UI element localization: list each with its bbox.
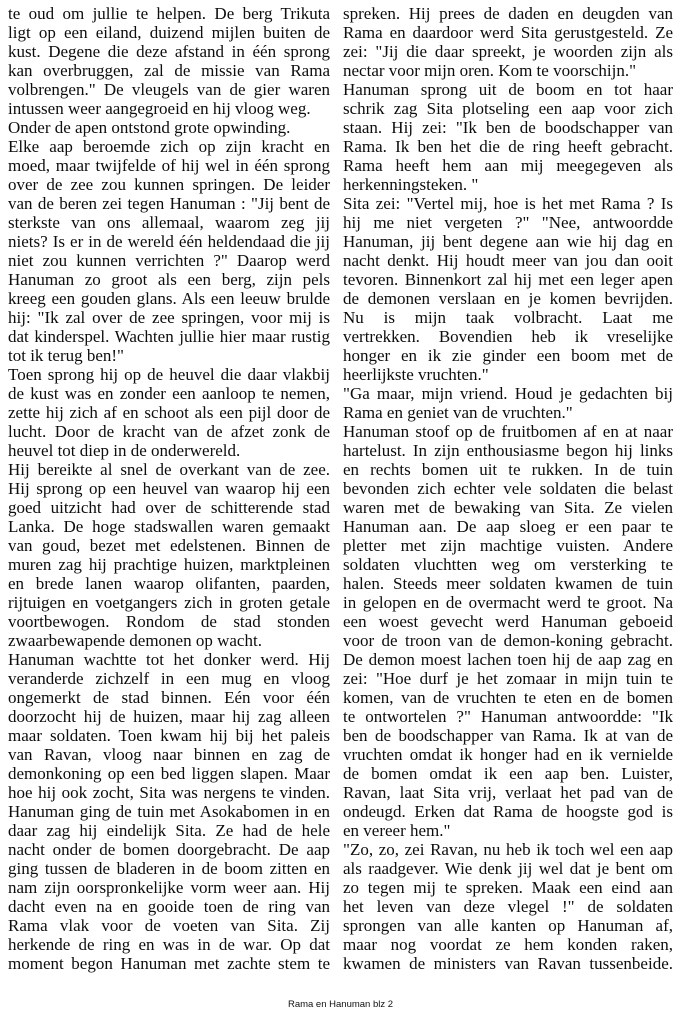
text-line: moment begon Hanuman met zachte stem te (8, 954, 330, 973)
text-line: muren zag hij prachtige huizen, marktpleinen (8, 555, 330, 574)
text-line: hartelust. In zijn enthousiasme begon hij links (343, 441, 673, 460)
paragraph (343, 4, 673, 80)
text-line: ben de boodschapper van Rama. Ik at van de (343, 726, 673, 745)
text-line: ligt op een eiland, duizend mijlen buiten de (8, 23, 330, 42)
text-line: Nu is mijn taak volbracht. Laat me (343, 308, 673, 327)
text-line: schrik zag Sita plotseling een aap voor zich (343, 99, 673, 118)
text-line: in gelopen en de overmacht werd te groot. Na (343, 593, 673, 612)
text-line: de kust was en zonder een aanloop te nemen, (8, 384, 330, 403)
paragraph (343, 80, 673, 194)
text-line: Toen sprong hij op de heuvel die daar vlakbij (8, 365, 330, 384)
text-line: Rama en daardoor werd Sita gerustgesteld. Ze (343, 23, 673, 42)
paragraph (343, 194, 673, 384)
text-line: dacht even na en gooide toen de ring van (8, 897, 330, 916)
left-column (8, 4, 330, 973)
text-line: het leven van deze vlegel !" de soldaten (343, 897, 673, 916)
paragraph (8, 137, 330, 365)
paragraph (8, 460, 330, 650)
text-line: heerlijkste vruchten." (343, 365, 489, 384)
text-line: Rama vlak voor de voeten van Sita. Zij (8, 916, 330, 935)
text-line: vertrekken. Bovendien heb ik vreselijke (343, 327, 673, 346)
text-line: zwaarbewapende demonen op wacht. (8, 631, 262, 650)
text-line: staan. Hij zei: "Ik ben de boodschapper van (343, 118, 673, 137)
text-line: niet zou kunnen verrichten ?" Daarop werd (8, 251, 330, 270)
text-line: hoe hij ook zocht, Sita was nergens te vinden. (8, 783, 330, 802)
right-column (343, 4, 673, 973)
text-line: over de zee zou kunnen springen. De leider (8, 175, 330, 194)
text-line: "Ga maar, mijn vriend. Houd je gedachten bij (343, 384, 673, 403)
text-line: bevonden zich echter vele soldaten die belast (343, 479, 673, 498)
text-line: herkenningsteken. " (343, 175, 479, 194)
text-line: demonkoning op een bed liggen slapen. Maar (8, 764, 330, 783)
paragraph (343, 384, 673, 422)
text-line: te oud om jullie te helpen. De berg Trikuta (8, 4, 330, 23)
text-line: Hanuman sprong uit de boom en tot haar (343, 80, 673, 99)
text-line: goed uitzicht had over de schitterende stad (8, 498, 330, 517)
text-line: nacht denkt. Hij houdt meer van jou dan ooit (343, 251, 673, 270)
page-footer: Rama en Hanuman blz 2 (287, 999, 394, 1010)
text-line: kwamen de ministers van Ravan tussenbeide. (343, 954, 673, 973)
text-line: pletter met zijn machtige vuisten. Andere (343, 536, 673, 555)
text-line: Hanuman wachtte tot het donker werd. Hij (8, 650, 330, 669)
text-line: zette hij zich af en schoot als een pijl door de (8, 403, 330, 422)
text-line: dat kinderspel. Wachten jullie hier maar rustig (8, 327, 330, 346)
text-line: Hanuman stoof op de fruitbomen af en at naar (343, 422, 673, 441)
text-line: tevoren. Binnenkort zal hij met een leger apen (343, 270, 673, 289)
text-line: kust. Degene die deze afstand in één sprong (8, 42, 330, 61)
text-line: tot ik terug ben!" (8, 346, 124, 365)
text-line: Hanuman, jij bent degene aan wie hij dag en (343, 232, 673, 251)
text-line: maar nog voordat ze hem konden raken, (343, 935, 673, 954)
text-line: komen, van de vruchten te eten en de bomen (343, 688, 673, 707)
text-line: van de beren zei tegen Hanuman : "Jij bent de (8, 194, 330, 213)
paragraph (8, 650, 330, 973)
text-line: Hij bereikte al snel de overkant van de zee. (8, 460, 330, 479)
text-line: Hij sprong op een heuvel van waarop hij een (8, 479, 330, 498)
paragraph (8, 118, 330, 137)
paragraph (8, 4, 330, 118)
text-line: doorzocht hij de huizen, maar hij zag alleen (8, 707, 330, 726)
text-line: Elke aap beroemde zich op zijn kracht en (8, 137, 330, 156)
text-line: van goud, bezet met edelstenen. Binnen de (8, 536, 330, 555)
text-line: Rama en geniet van de vruchten." (343, 403, 573, 422)
text-line: Sita zei: "Vertel mij, hoe is het met Rama ? Is (343, 194, 673, 213)
text-line: de bomen omdat ik een aap ben. Luister, (343, 764, 673, 783)
text-line: zei: "Hoe durf je het zomaar in mijn tuin te (343, 669, 673, 688)
text-line: nacht onder de bomen doorgebracht. De aap (8, 840, 330, 859)
text-line: een woest gevecht werd Hanuman geboeid (343, 612, 673, 631)
text-line: de demonen verslaan en je komen bevrijden. (343, 289, 673, 308)
text-line: Rama heeft hem aan mij meegegeven als (343, 156, 673, 175)
text-line: lucht. Door de kracht van de afzet zonk de (8, 422, 330, 441)
text-line: Rama. Ik ben het die de ring heeft gebracht. (343, 137, 673, 156)
text-line: daar zag hij eindelijk Sita. Ze had de hele (8, 821, 330, 840)
text-line: Hanuman aan. De aap sloeg er een paar te (343, 517, 673, 536)
text-line: Hanuman ging de tuin met Asokabomen in en (8, 802, 330, 821)
text-line: voortbewogen. Rondom de stad stonden (8, 612, 330, 631)
text-line: intussen weer aangegroeid en hij vloog weg. (8, 99, 311, 118)
text-line: veranderde zichzelf in een mug en vloog (8, 669, 330, 688)
text-line: hij me niet vergeten ?" "Nee, antwoordde (343, 213, 673, 232)
text-line: zei: "Jij die daar spreekt, je woorden zijn als (343, 42, 673, 61)
paragraph (343, 840, 673, 973)
paragraph (8, 365, 330, 460)
text-line: Onder de apen ontstond grote opwinding. (8, 118, 291, 137)
text-line: waren met de bewaking van Sita. Ze vielen (343, 498, 673, 517)
text-line: als raadgever. Wie denk jij wel dat je bent om (343, 859, 673, 878)
text-line: voor de troon van de demon-koning gebracht. (343, 631, 673, 650)
text-line: nectar voor mijn oren. Kom te voorschijn." (343, 61, 637, 80)
text-line: zo tegen mij te spreken. Maak een eind aan (343, 878, 673, 897)
text-line: sterkste van ons allemaal, waarom zeg jij (8, 213, 330, 232)
text-line: niets? Is er in de wereld één heldendaad die jij (8, 232, 330, 251)
text-line: herkende de ring en was in de war. Op dat (8, 935, 330, 954)
text-line: en rechts bomen uit te rukken. In de tuin (343, 460, 673, 479)
text-line: "Zo, zo, zei Ravan, nu heb ik toch wel een aap (343, 840, 673, 859)
text-line: nam zijn oorspronkelijke vorm weer aan. Hij (8, 878, 330, 897)
text-line: De demon moest lachen toen hij de aap zag en (343, 650, 673, 669)
text-line: sprongen van alle kanten op Hanuman af, (343, 916, 673, 935)
text-line: vruchten omdat ik honger had en ik vernielde (343, 745, 673, 764)
paragraph (343, 422, 673, 840)
text-line: halen. Steeds meer soldaten kwamen de tuin (343, 574, 673, 593)
text-line: maar soldaten. Toen kwam hij bij het paleis (8, 726, 330, 745)
text-line: van Ravan, vloog naar binnen en zag de (8, 745, 330, 764)
text-line: en brede lanen waarop olifanten, paarden, (8, 574, 330, 593)
text-line: honger en ik zie ginder een boom met de (343, 346, 673, 365)
text-line: ondeugd. Erken dat Rama de hoogste god is (343, 802, 673, 821)
text-line: volbrengen." De vleugels van de gier waren (8, 80, 330, 99)
text-line: kreeg een gouden glans. Als een leeuw brulde (8, 289, 330, 308)
text-line: en vereer hem." (343, 821, 451, 840)
text-line: spreken. Hij prees de daden en deugden van (343, 4, 673, 23)
text-line: heuvel tot diep in de onderwereld. (8, 441, 241, 460)
text-line: moed, maar twijfelde of hij wel in één sprong (8, 156, 330, 175)
text-line: Hanuman zo groot als een berg, zijn pels (8, 270, 330, 289)
text-line: te ontwortelen ?" Hanuman antwoordde: "Ik (343, 707, 673, 726)
text-line: Lanka. De hoge stadswallen waren gemaakt (8, 517, 330, 536)
text-line: ging tussen de bladeren in de boom zitten en (8, 859, 330, 878)
text-line: ongemerkt de stad binnen. Eén voor één (8, 688, 330, 707)
text-line: kan overbruggen, zal de missie van Rama (8, 61, 330, 80)
text-line: rijtuigen en voetgangers zich in groten getale (8, 593, 330, 612)
text-line: hij: "Ik zal over de zee springen, voor mij is (8, 308, 330, 327)
text-line: soldaten vluchtten weg om versterking te (343, 555, 673, 574)
text-line: Ravan, laat Sita vrij, verlaat het pad van de (343, 783, 673, 802)
